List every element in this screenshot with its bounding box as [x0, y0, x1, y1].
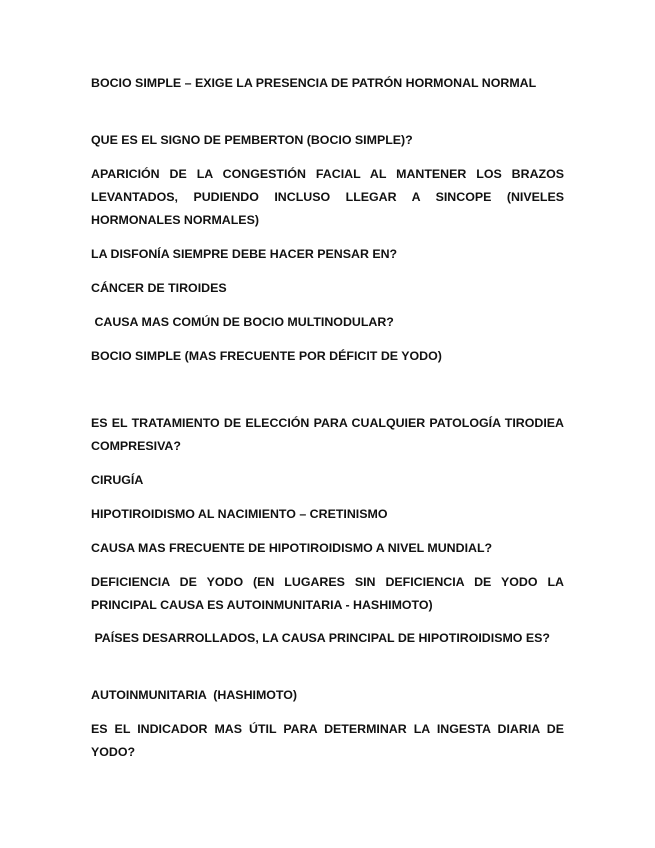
document-page	[91, 0, 564, 848]
question-signo-pemberton: QUE ES EL SIGNO DE PEMBERTON (BOCIO SIMPLE)?	[91, 133, 413, 147]
paragraph-bocio-simple-definition: BOCIO SIMPLE – EXIGE LA PRESENCIA DE PATRÓN HORMONAL NORMAL	[91, 76, 537, 90]
question-tratamiento-compresiva: ES EL TRATAMIENTO DE ELECCIÓN PARA CUALQUIER PATOLOGÍA TIRODIEA COMPRESIVA?	[91, 416, 564, 453]
question-indicador-ingesta-yodo: ES EL INDICADOR MAS ÚTIL PARA DETERMINAR LA INGESTA DIARIA DE YODO?	[91, 722, 564, 759]
question-disfonia: LA DISFONÍA SIEMPRE DEBE HACER PENSAR EN?	[91, 247, 398, 261]
question-causa-hipotiroidismo-mundial: CAUSA MAS FRECUENTE DE HIPOTIROIDISMO A NIVEL MUNDIAL?	[91, 541, 493, 555]
answer-signo-pemberton: APARICIÓN DE LA CONGESTIÓN FACIAL AL MANTENER LOS BRAZOS LEVANTADOS, PUDIENDO INCLUSO LLEGAR A SINCOPE (NIVELES HORMONALES NORMALES)	[91, 167, 564, 227]
answer-bocio-simple-yodo: BOCIO SIMPLE (MAS FRECUENTE POR DÉFICIT DE YODO)	[91, 349, 442, 363]
question-bocio-multinodular: CAUSA MAS COMÚN DE BOCIO MULTINODULAR?	[91, 315, 394, 329]
answer-deficiencia-yodo: DEFICIENCIA DE YODO (EN LUGARES SIN DEFICIENCIA DE YODO LA PRINCIPAL CAUSA ES AUTOINMUNITARIA - HASHIMOTO)	[91, 575, 564, 612]
answer-autoinmunitaria: AUTOINMUNITARIA (HASHIMOTO)	[91, 688, 298, 702]
paragraph-cretinismo: HIPOTIROIDISMO AL NACIMIENTO – CRETINISMO	[91, 507, 388, 521]
answer-cancer-tiroides: CÁNCER DE TIROIDES	[91, 281, 227, 295]
question-paises-desarrollados: PAÍSES DESARROLLADOS, LA CAUSA PRINCIPAL DE HIPOTIROIDISMO ES?	[91, 631, 550, 645]
answer-cirugia: CIRUGÍA	[91, 473, 144, 487]
